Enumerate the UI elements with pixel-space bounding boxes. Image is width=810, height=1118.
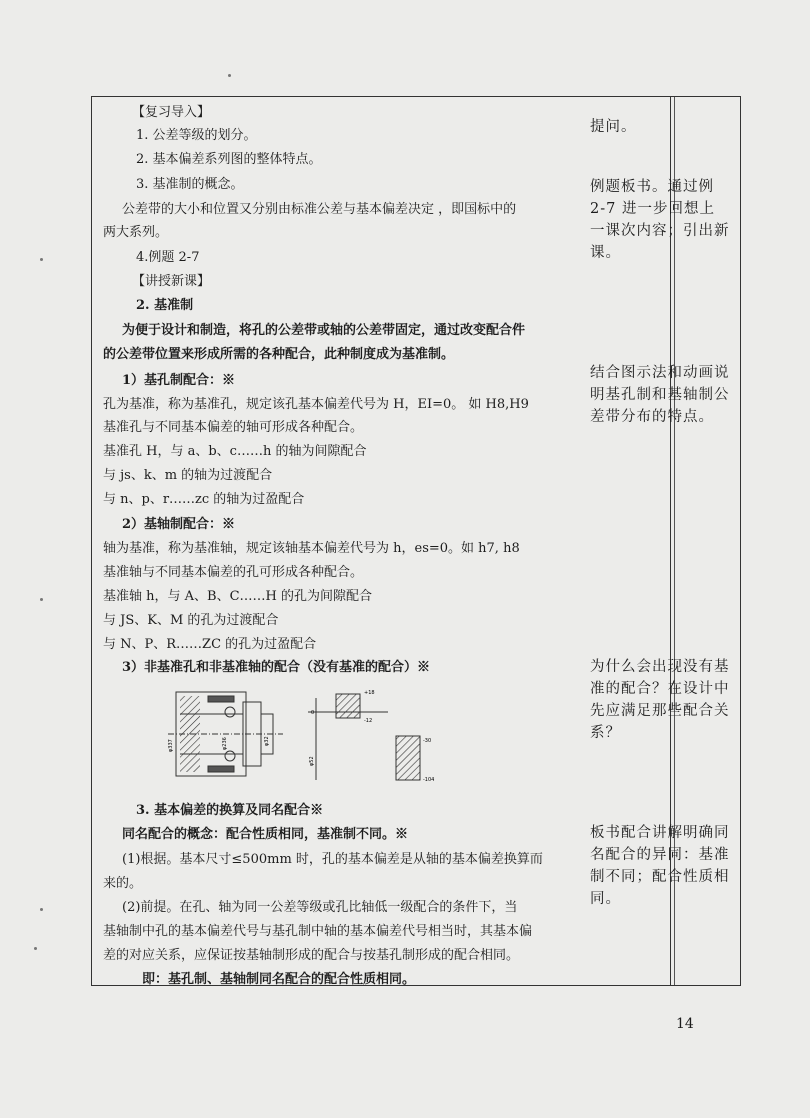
teaching-note: 例题板书。通过例 2-7 进一步回想上一课次内容；引出新课。: [590, 179, 730, 261]
tolerance-label: -12: [364, 718, 373, 724]
teaching-note: 为什么会出现没有基准的配合？在设计中先应满足那些配合关系？: [590, 659, 730, 741]
fit-figure: [168, 684, 468, 794]
subsection-title: 1）基孔制配合：※: [122, 373, 236, 388]
paragraph-line: 基轴制中孔的基本偏差代号与基孔制中轴的基本偏差代号相当时，其基本偏: [103, 924, 533, 939]
teaching-note: 板书配合讲解明确同名配合的异同：基准制不同；配合性质相同。: [590, 825, 730, 907]
section-title: 2. 基准制: [136, 298, 194, 313]
paragraph-line: 与 js、k、m 的轴为过渡配合: [103, 468, 273, 483]
review-item-1: 1. 公差等级的划分。: [136, 128, 257, 143]
paragraph-line: 公差带的大小和位置又分别由标准公差与基本偏差决定 ，即国标中的: [122, 202, 517, 217]
example-line: 4.例题 2-7: [136, 250, 200, 265]
paragraph-line: 与 n、p、r……zc 的轴为过盈配合: [103, 492, 305, 507]
review-heading: 【复习导入】: [132, 105, 211, 120]
paragraph-line: 为便于设计和制造，将孔的公差带或轴的公差带固定，通过改变配合件: [122, 323, 526, 338]
teaching-note: 结合图示法和动画说明基孔制和基轴制公差带分布的特点。: [590, 365, 730, 425]
paragraph-line: (1)根据。基本尺寸≤500mm 时，孔的基本偏差是从轴的基本偏差换算而: [122, 852, 543, 867]
tolerance-label: -30: [423, 738, 432, 744]
paragraph-line: 差的对应关系，应保证按基轴制形成的配合与按基孔制形成的配合相同。: [103, 948, 520, 963]
tolerance-label: -104: [423, 777, 435, 783]
assembly-drawing: [168, 692, 283, 776]
paragraph-line: 基准轴与不同基本偏差的孔可形成各种配合。: [103, 565, 364, 580]
tolerance-label: φ52: [309, 756, 315, 766]
paragraph-line: 来的。: [103, 876, 143, 891]
paragraph-line: 基准轴 h，与 A、B、C……H 的孔为间隙配合: [103, 589, 372, 604]
paragraph-line: 基准孔与不同基本偏差的轴可形成各种配合。: [103, 420, 364, 435]
subsection-title: 2）基轴制配合：※: [122, 517, 236, 532]
paragraph-line: 基准孔 H，与 a、b、c……h 的轴为间隙配合: [103, 444, 367, 459]
zero-line-label: 0: [311, 710, 315, 716]
tolerance-label: +18: [364, 690, 375, 696]
paragraph-line: 与 N、P、R……ZC 的孔为过盈配合: [103, 637, 317, 652]
dim-label: φ236: [222, 737, 228, 750]
paragraph-line: 即：基孔制、基轴制同名配合的配合性质相同。: [142, 972, 416, 987]
review-item-3: 3. 基准制的概念。: [136, 177, 244, 192]
dim-label: φ337: [168, 739, 174, 752]
paragraph-line: (2)前提。在孔、轴为同一公差等级或孔比轴低一级配合的条件下，当: [122, 900, 518, 915]
review-item-2: 2. 基本偏差系列图的整体特点。: [136, 152, 322, 167]
paragraph-line: 轴为基准，称为基准轴，规定该轴基本偏差代号为 h，es=0。如 h7, h8: [103, 541, 520, 556]
dim-label: φ32: [264, 736, 270, 746]
teaching-note: 提问。: [590, 119, 637, 135]
paragraph-line: 与 JS、K、M 的孔为过渡配合: [103, 613, 279, 628]
paragraph-line: 两大系列。: [103, 225, 169, 240]
subsection-title: 3）非基准孔和非基准轴的配合（没有基准的配合）※: [122, 660, 431, 675]
paragraph-line: 同名配合的概念：配合性质相同，基准制不同。※: [122, 827, 409, 842]
paragraph-line: 的公差带位置来形成所需的各种配合，此种制度成为基准制。: [103, 347, 455, 362]
new-lesson-heading: 【讲授新课】: [132, 274, 211, 289]
page-number: 14: [676, 1016, 694, 1032]
paragraph-line: 孔为基准，称为基准孔，规定该孔基本偏差代号为 H，EI=0。 如 H8,H9: [103, 397, 529, 412]
tolerance-zone-diagram: [308, 694, 420, 780]
section-title: 3. 基本偏差的换算及同名配合※: [136, 803, 324, 818]
